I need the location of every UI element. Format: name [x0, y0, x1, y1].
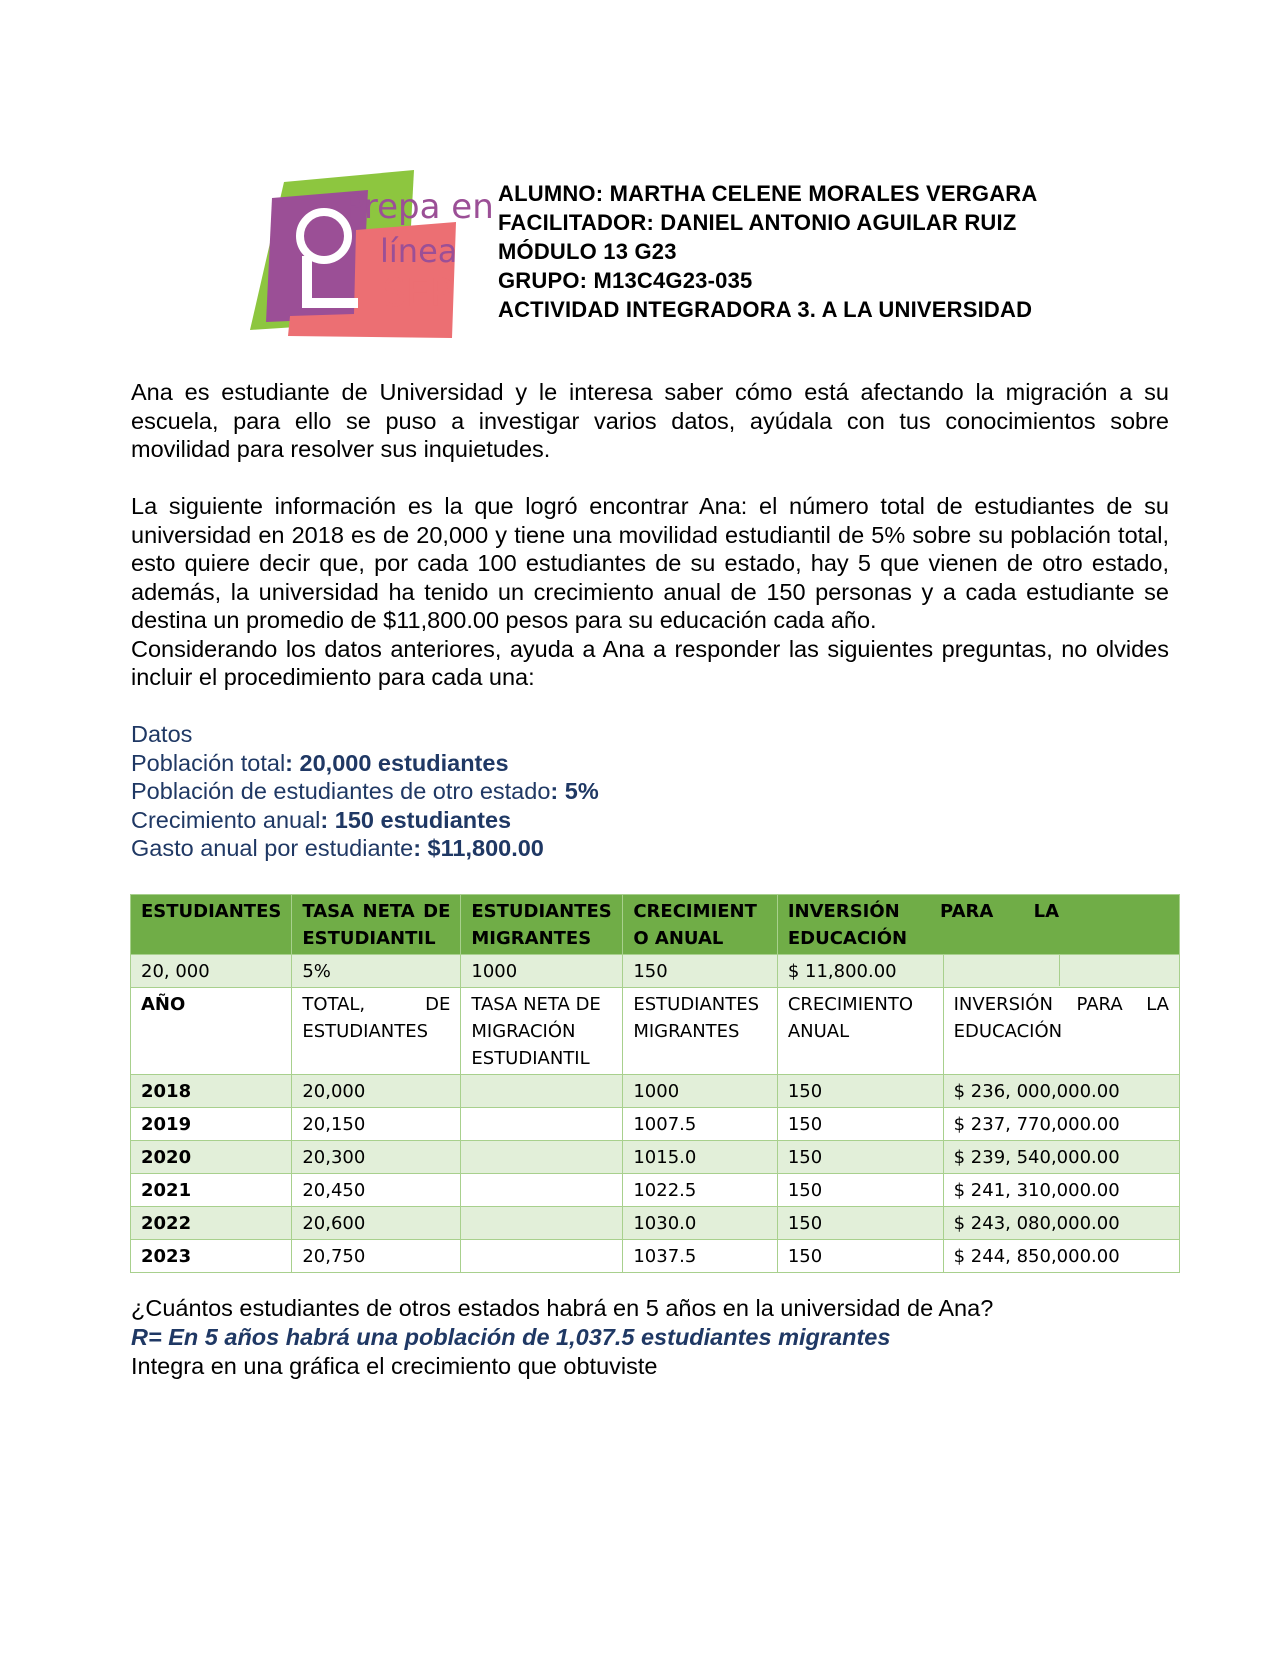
table-cell: $ 236, 000,000.00: [943, 1075, 1179, 1108]
table-subheader-cell: CRECIMIENTO ANUAL: [777, 988, 943, 1075]
dato-item: [131, 834, 599, 863]
table-cell: $ 11,800.00: [777, 955, 943, 988]
table-cell-year: 2020: [131, 1141, 292, 1174]
intro-paragraph: Ana es estudiante de Universidad y le interesa saber cómo está afectando la migración a su escuela, para ello se puso a investigar varios datos, ayúdala con tus conocimientos sobre movilidad para resolver sus inquietudes.: [131, 379, 1169, 462]
table-row: [131, 1075, 1180, 1108]
header-block: [498, 179, 1037, 324]
datos-title: Datos: [131, 721, 193, 747]
table-cell: 20,000: [292, 1075, 461, 1108]
dato-value: : $11,800.00: [413, 835, 544, 861]
info-paragraph-instructions: Considerando los datos anteriores, ayuda a Ana a responder las siguientes preguntas, no olvides incluir el procedimiento para cada una:: [131, 635, 1169, 690]
modulo-line: MÓDULO 13 G23: [498, 239, 677, 264]
table-header-cell: INVERSIÓN PARA LA EDUCACIÓN: [777, 895, 1179, 955]
next-instruction: Integra en una gráfica el crecimiento que obtuviste: [131, 1353, 658, 1379]
dato-value: : 20,000 estudiantes: [285, 749, 509, 776]
table-cell: 150: [623, 955, 778, 988]
table-header-cell: ESTUDIANTES: [131, 895, 292, 955]
table-cell: 1030.0: [623, 1207, 778, 1240]
dato-item: [131, 806, 599, 835]
datos-block: [131, 720, 599, 863]
table-values-row: [131, 955, 1180, 988]
table-subheader-row: [131, 988, 1180, 1075]
table-cell: 1015.0: [623, 1141, 778, 1174]
table-row: [131, 1141, 1180, 1174]
prepa-en-linea-sep-logo: [244, 170, 494, 340]
data-table: [130, 894, 1180, 1273]
dato-item: [131, 749, 599, 778]
info-paragraph-main: La siguiente información es la que logró encontrar Ana: el número total de estudiantes de su universidad en 2018 es de 20,000 y tiene una movilidad estudiantil de 5% sobre su población total, esto quiere decir que, por cada 100 estudiantes de su estado, hay 5 que vienen de otro estado, además, la universidad ha tenido un crecimiento anual de 150 personas y a cada estudiante se destina un promedio de $11,800.00 pesos para su educación cada año.: [131, 493, 1169, 633]
table-cell-year: 2019: [131, 1108, 292, 1141]
table-cell-year: 2022: [131, 1207, 292, 1240]
dato-label: Crecimiento anual: [131, 806, 321, 833]
answer-text: R= En 5 años habrá una población de 1,037.5 estudiantes migrantes: [131, 1324, 891, 1350]
question-text: ¿Cuántos estudiantes de otros estados habrá en 5 años en la universidad de Ana?: [131, 1295, 994, 1321]
table-cell: $ 239, 540,000.00: [943, 1141, 1179, 1174]
table-header-cell: ESTUDIANTES MIGRANTES: [461, 895, 623, 955]
logo-line1: Prepa en: [344, 187, 494, 227]
dato-value: : 150 estudiantes: [320, 806, 512, 833]
facilitador-line: FACILITADOR: DANIEL ANTONIO AGUILAR RUIZ: [498, 210, 1017, 235]
table-cell-year: 2021: [131, 1174, 292, 1207]
table-cell: $ 237, 770,000.00: [943, 1108, 1179, 1141]
table-cell: 1000: [623, 1075, 778, 1108]
table-cell: [461, 1174, 623, 1207]
actividad-line: ACTIVIDAD INTEGRADORA 3. A LA UNIVERSIDAD: [498, 297, 1033, 322]
table-row: [131, 1174, 1180, 1207]
table-row: [131, 1240, 1180, 1273]
info-paragraph: [131, 492, 1169, 692]
table-cell: 20,150: [292, 1108, 461, 1141]
table-header-cell: TASA NETA DE ESTUDIANTIL: [292, 895, 461, 955]
table-subheader-cell: INVERSIÓN PARA LA EDUCACIÓN: [943, 988, 1179, 1075]
table-cell: [461, 1075, 623, 1108]
table-cell: 20,450: [292, 1174, 461, 1207]
table-cell: 5%: [292, 955, 461, 988]
table-cell: 20,300: [292, 1141, 461, 1174]
logo-line3: SEP: [382, 271, 454, 315]
alumno-line: ALUMNO: MARTHA CELENE MORALES VERGARA: [498, 181, 1038, 206]
table-cell: 150: [777, 1174, 943, 1207]
table-cell: 150: [777, 1141, 943, 1174]
table-cell-year: 2018: [131, 1075, 292, 1108]
table-cell: [943, 955, 1179, 988]
table-cell-year: 2023: [131, 1240, 292, 1273]
table-row: [131, 1108, 1180, 1141]
table-cell: 1000: [461, 955, 623, 988]
table-cell: 150: [777, 1108, 943, 1141]
grupo-line: GRUPO: M13C4G23-035: [498, 268, 753, 293]
table-cell: 150: [777, 1207, 943, 1240]
table-cell: $ 244, 850,000.00: [943, 1240, 1179, 1273]
question-block: [131, 1294, 993, 1381]
table-cell: 20,750: [292, 1240, 461, 1273]
table-cell: 20,600: [292, 1207, 461, 1240]
table-cell: 1037.5: [623, 1240, 778, 1273]
table-cell: [461, 1108, 623, 1141]
table-cell: 150: [777, 1075, 943, 1108]
table-subheader-cell: TASA NETA DE MIGRACIÓN ESTUDIANTIL: [461, 988, 623, 1075]
table-cell: [461, 1207, 623, 1240]
table-header-cell: CRECIMIENT O ANUAL: [623, 895, 778, 955]
table-row: [131, 1207, 1180, 1240]
table-cell: 1007.5: [623, 1108, 778, 1141]
table-cell: 1022.5: [623, 1174, 778, 1207]
dato-value: : 5%: [550, 778, 599, 804]
logo-line2: línea: [380, 232, 458, 270]
table-cell: 150: [777, 1240, 943, 1273]
table-cell: [461, 1240, 623, 1273]
table-cell: 20, 000: [131, 955, 292, 988]
table-cell: $ 241, 310,000.00: [943, 1174, 1179, 1207]
table-subheader-cell: AÑO: [131, 988, 292, 1075]
dato-label: Población total: [131, 749, 286, 776]
table-cell: $ 243, 080,000.00: [943, 1207, 1179, 1240]
dato-item: [131, 777, 599, 806]
table-subheader-cell: TOTAL, DE ESTUDIANTES: [292, 988, 461, 1075]
dato-label: Gasto anual por estudiante: [131, 835, 414, 861]
table-header-row: [131, 895, 1180, 955]
dato-label: Población de estudiantes de otro estado: [131, 778, 551, 804]
table-cell: [461, 1141, 623, 1174]
table-subheader-cell: ESTUDIANTES MIGRANTES: [623, 988, 778, 1075]
